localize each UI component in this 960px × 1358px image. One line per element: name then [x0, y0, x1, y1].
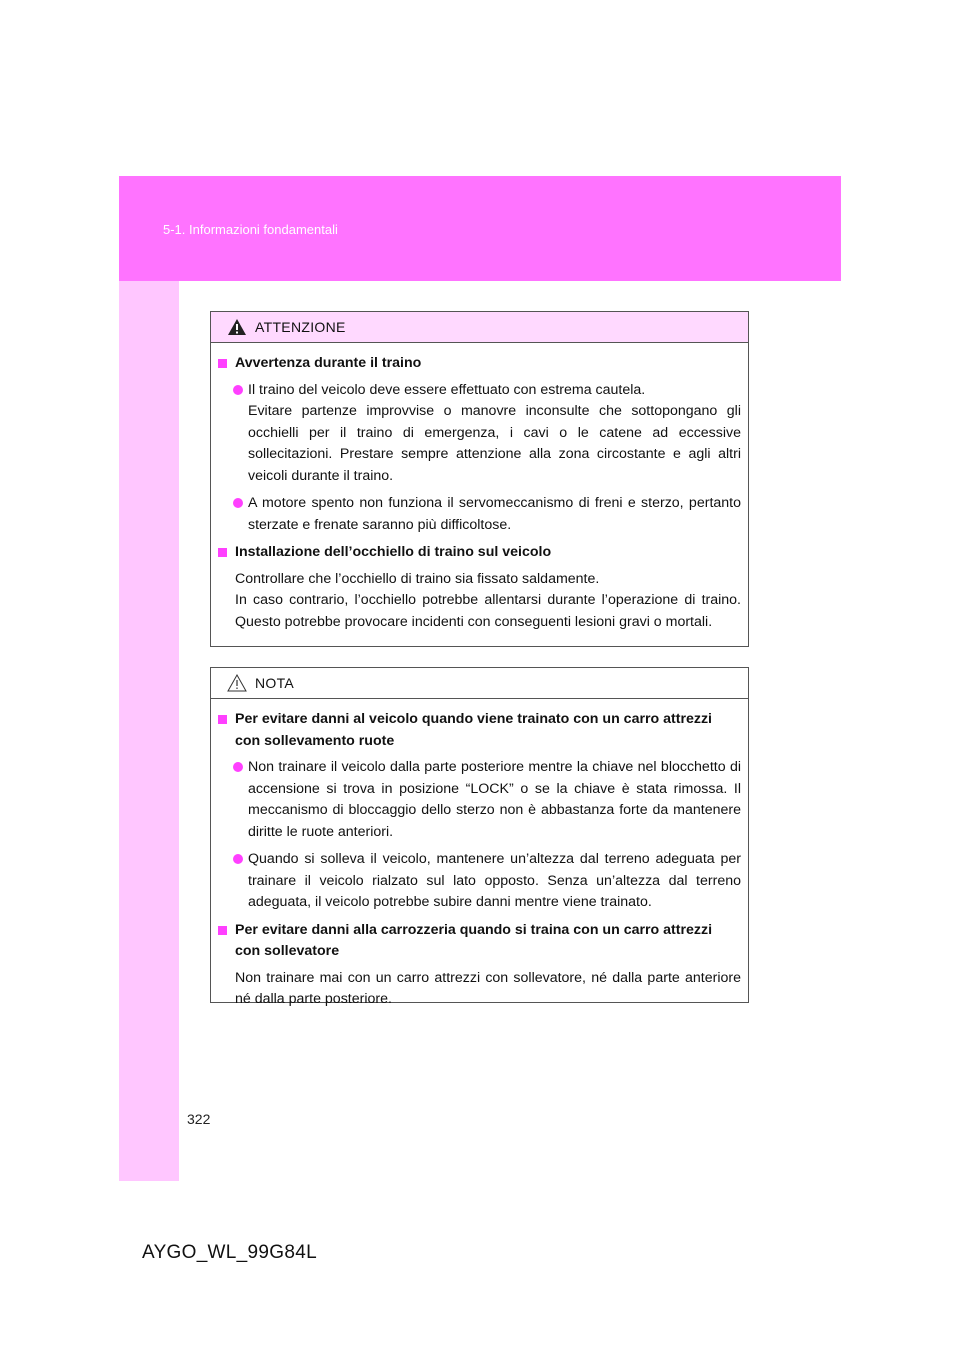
warning-heading-eye-install: Installazione dell’occhiello di traino sul veicolo	[218, 542, 741, 564]
round-bullet-icon	[233, 498, 243, 508]
square-bullet-icon	[218, 359, 227, 368]
list-item: Il traino del veicolo deve essere effettuato con estrema cautela. Evitare partenze improvvise o manovre inconsulte che sottopongano gli occhielli per il traino di emergenza, i cavi o le catene ad eccessive sollecitazioni. Prestare sempre attenzione alla zona circostante e agli altri veicoli durante il traino.	[218, 380, 741, 488]
section-title: 5-1. Informazioni fondamentali	[163, 222, 338, 237]
square-bullet-icon	[218, 926, 227, 935]
warning-title: ATTENZIONE	[255, 319, 346, 335]
warning-header	[211, 312, 748, 343]
round-bullet-icon	[233, 762, 243, 772]
note-heading-wheel-lift: Per evitare danni al veicolo quando viene trainato con un carro attrezzi con sollevamento ruote	[218, 709, 741, 752]
square-bullet-icon	[218, 715, 227, 724]
list-item: Quando si solleva il veicolo, mantenere un’altezza dal terreno adeguata per trainare il veicolo rialzato sul lato opposto. Senza un’altezza dal terreno adeguata, il veicolo potrebbe subire danni mentre viene trainato.	[218, 849, 741, 914]
page-number: 322	[187, 1111, 211, 1127]
note-box	[210, 667, 749, 1007]
square-bullet-icon	[218, 548, 227, 557]
list-item: A motore spento non funziona il servomeccanismo di freni e sterzo, pertanto sterzate e frenate saranno più difficoltose.	[218, 493, 741, 536]
warning-box	[210, 311, 749, 647]
warning-icon	[227, 318, 247, 336]
round-bullet-icon	[233, 854, 243, 864]
caution-icon	[227, 674, 247, 692]
note-heading-sling-type: Per evitare danni alla carrozzeria quando si traina con un carro attrezzi con sollevatore	[218, 920, 741, 963]
warning-paragraph: Controllare che l’occhiello di traino sia fissato saldamente. In caso contrario, l’occhiello potrebbe allentarsi durante l’operazione di traino. Questo potrebbe provocare incidenti con conseguenti lesioni gravi o mortali.	[235, 570, 741, 630]
side-band	[119, 281, 179, 1181]
document-code: AYGO_WL_99G84L	[142, 1242, 317, 1263]
warning-heading-towing: Avvertenza durante il traino	[218, 353, 741, 375]
list-item: Non trainare il veicolo dalla parte posteriore mentre la chiave nel blocchetto di accensione si trova in posizione “LOCK” o se la chiave è stata rimossa. Il meccanismo di bloccaggio dello sterzo non è abbastanza forte da mantenere diritte le ruote anteriori.	[218, 757, 741, 843]
note-paragraph: Non trainare mai con un carro attrezzi con sollevatore, né dalla parte anteriore né dalla parte posteriore.	[235, 969, 741, 1007]
note-header	[211, 668, 748, 699]
note-title: NOTA	[255, 675, 295, 691]
round-bullet-icon	[233, 385, 243, 395]
